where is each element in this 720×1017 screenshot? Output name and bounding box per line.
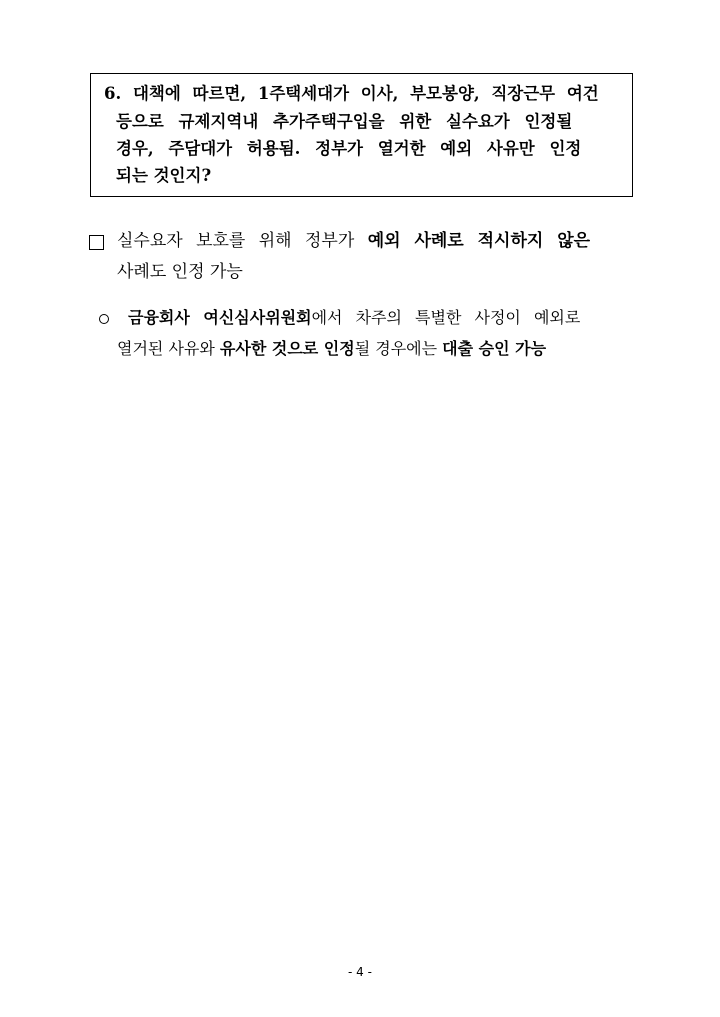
answer-sub-emphasis-1: 금융회사 여신심사위원회	[128, 308, 312, 327]
question-line-3: 경우, 주담대가 허용됨. 정부가 열거한 예외 사유만 인정	[116, 139, 582, 158]
question-line-2: 등으로 규제지역내 추가주택구입을 위한 실수요가 인정될	[116, 112, 573, 131]
answer-sub-line-2	[117, 341, 546, 357]
question-line-1: 6. 대책에 따르면, 1주택세대가 이사, 부모봉양, 직장근무 여건	[104, 84, 599, 103]
answer-sub-text-1: 에서 차주의 특별한 사정이 예외로	[311, 308, 581, 327]
answer-main-line-1	[117, 233, 590, 250]
answer-main-text: 실수요자 보호를 위해 정부가	[117, 231, 368, 251]
answer-sub-text-2c: 될 경우에는	[354, 339, 443, 358]
page-number: - 4 -	[348, 965, 372, 979]
question-line-4: 되는 것인지?	[116, 166, 212, 185]
circle-bullet-icon	[99, 314, 109, 324]
answer-main-emphasis: 예외 사례로 적시하지 않은	[367, 231, 591, 251]
answer-sub-line-1	[128, 310, 580, 326]
square-bullet-icon	[89, 235, 104, 250]
answer-sub-text-2a: 열거된 사유와	[117, 339, 220, 358]
answer-sub-emphasis-2: 유사한 것으로 인정	[219, 339, 355, 358]
answer-main-line-2: 사례도 인정 가능	[117, 262, 243, 282]
answer-sub-emphasis-3: 대출 승인 가능	[442, 339, 547, 358]
